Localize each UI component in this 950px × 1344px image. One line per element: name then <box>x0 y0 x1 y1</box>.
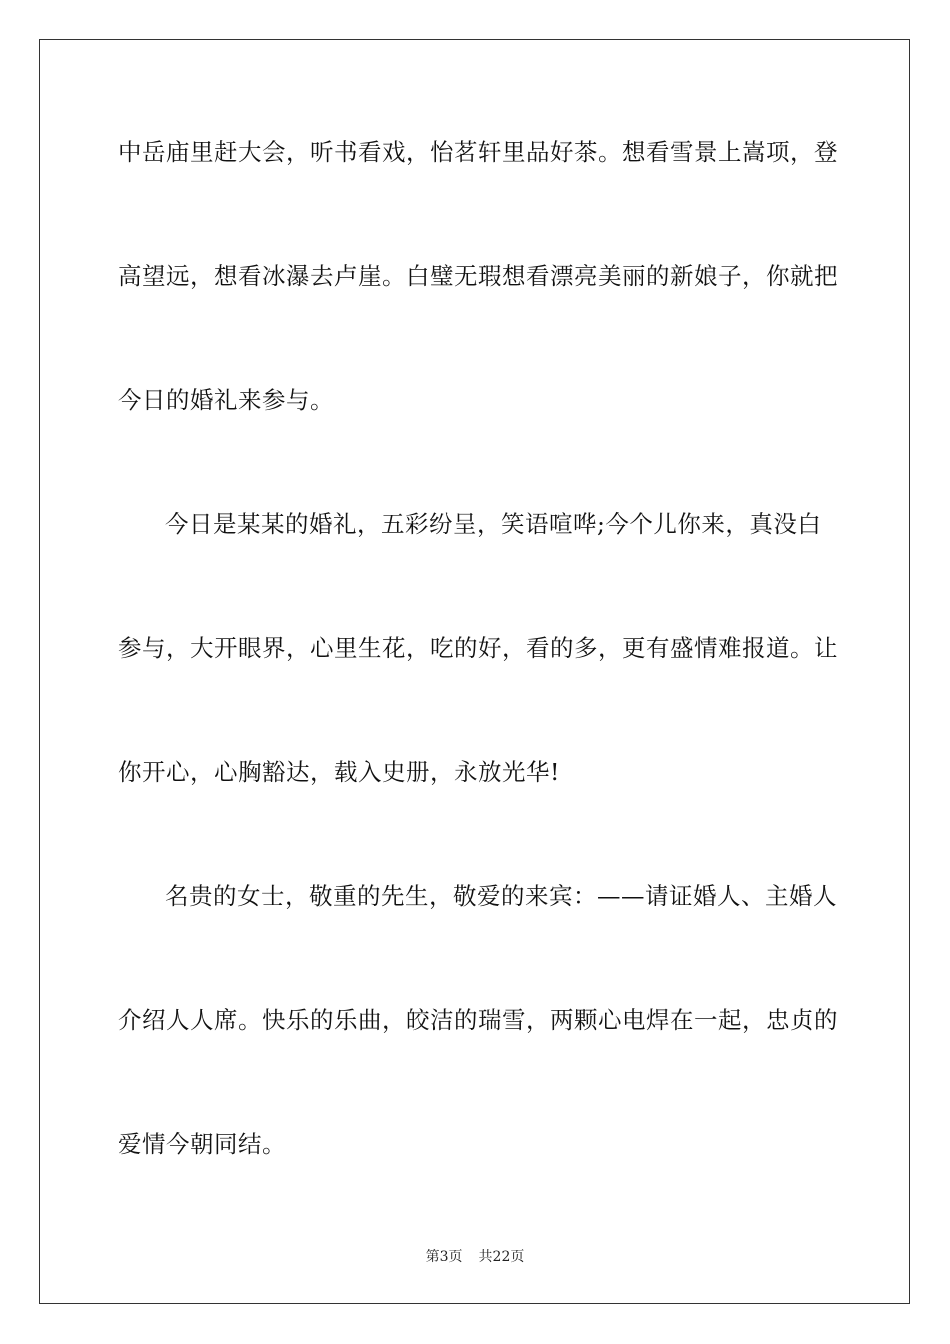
page-border <box>39 39 910 1304</box>
body-text-line: 今日的婚礼来参与。 <box>118 386 334 414</box>
body-text-line: 中岳庙里赶大会，听书看戏，怡茗轩里品好茶。想看雪景上嵩项，登 <box>118 138 838 166</box>
body-text-line: 你开心，心胸豁达，载入史册，永放光华! <box>118 758 560 786</box>
body-text-line: 爱情今朝同结。 <box>118 1130 286 1158</box>
body-text-line: 参与，大开眼界，心里生花，吃的好，看的多，更有盛情难报道。让 <box>118 634 838 662</box>
page-footer <box>0 1248 950 1266</box>
paragraph-start-line: 名贵的女士，敬重的先生，敬爱的来宾：——请证婚人、主婚人 <box>165 882 837 910</box>
body-text-line: 介绍人人席。快乐的乐曲，皎洁的瑞雪，两颗心电焊在一起，忠贞的 <box>118 1006 838 1034</box>
page-total: 共22页 <box>478 1249 525 1265</box>
body-text-line: 高望远，想看冰瀑去卢崖。白璧无瑕想看漂亮美丽的新娘子，你就把 <box>118 262 838 290</box>
page-number: 第3页 <box>425 1249 463 1265</box>
paragraph-start-line: 今日是某某的婚礼，五彩纷呈，笑语喧哗;今个儿你来，真没白 <box>165 510 822 538</box>
